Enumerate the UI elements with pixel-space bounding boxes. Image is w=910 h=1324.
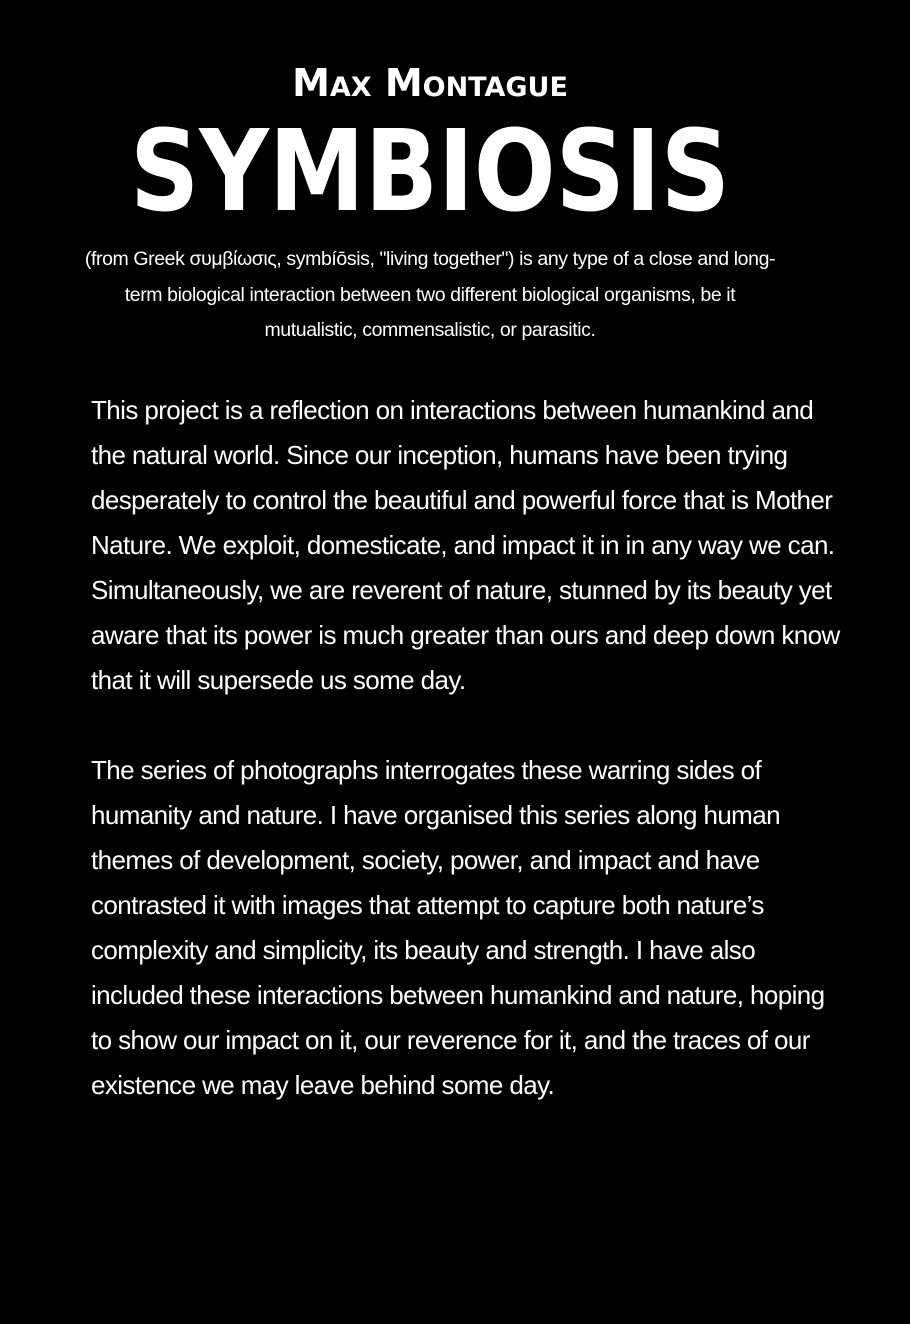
definition-text: (from Greek συμβίωσις, symbíōsis, "living together") is any type of a close and long-term biological interaction between two different biological organisms, be it mutualistic, commensalistic, or parasitic. xyxy=(84,248,776,341)
project-title-text: SYMBIOSIS xyxy=(130,107,730,237)
statement-body xyxy=(91,388,841,1153)
statement-paragraph-2: The series of photographs interrogates these warring sides of humanity and nature. I have organised this series along human themes of development, society, power, and impact and have contrasted it with images that attempt to capture both nature’s complexity and simplicity, its beauty and strength. I have also included these interactions between humankind and nature, hoping to show our impact on it, our reverence for it, and the traces of our existence we may leave behind some day. xyxy=(91,755,825,1100)
project-title xyxy=(120,107,740,237)
statement-paragraph-1: This project is a reflection on interactions between humankind and the natural world. Since our inception, humans have been trying desperately to control the beautiful and powerful force that is Mother Nature. We exploit, domesticate, and impact it in in any way we can. Simultaneously, we are reverent of nature, stunned by its beauty yet aware that its power is much greater than ours and deep down know that it will supersede us some day. xyxy=(91,395,840,695)
author-name: Max Montague xyxy=(292,61,568,105)
